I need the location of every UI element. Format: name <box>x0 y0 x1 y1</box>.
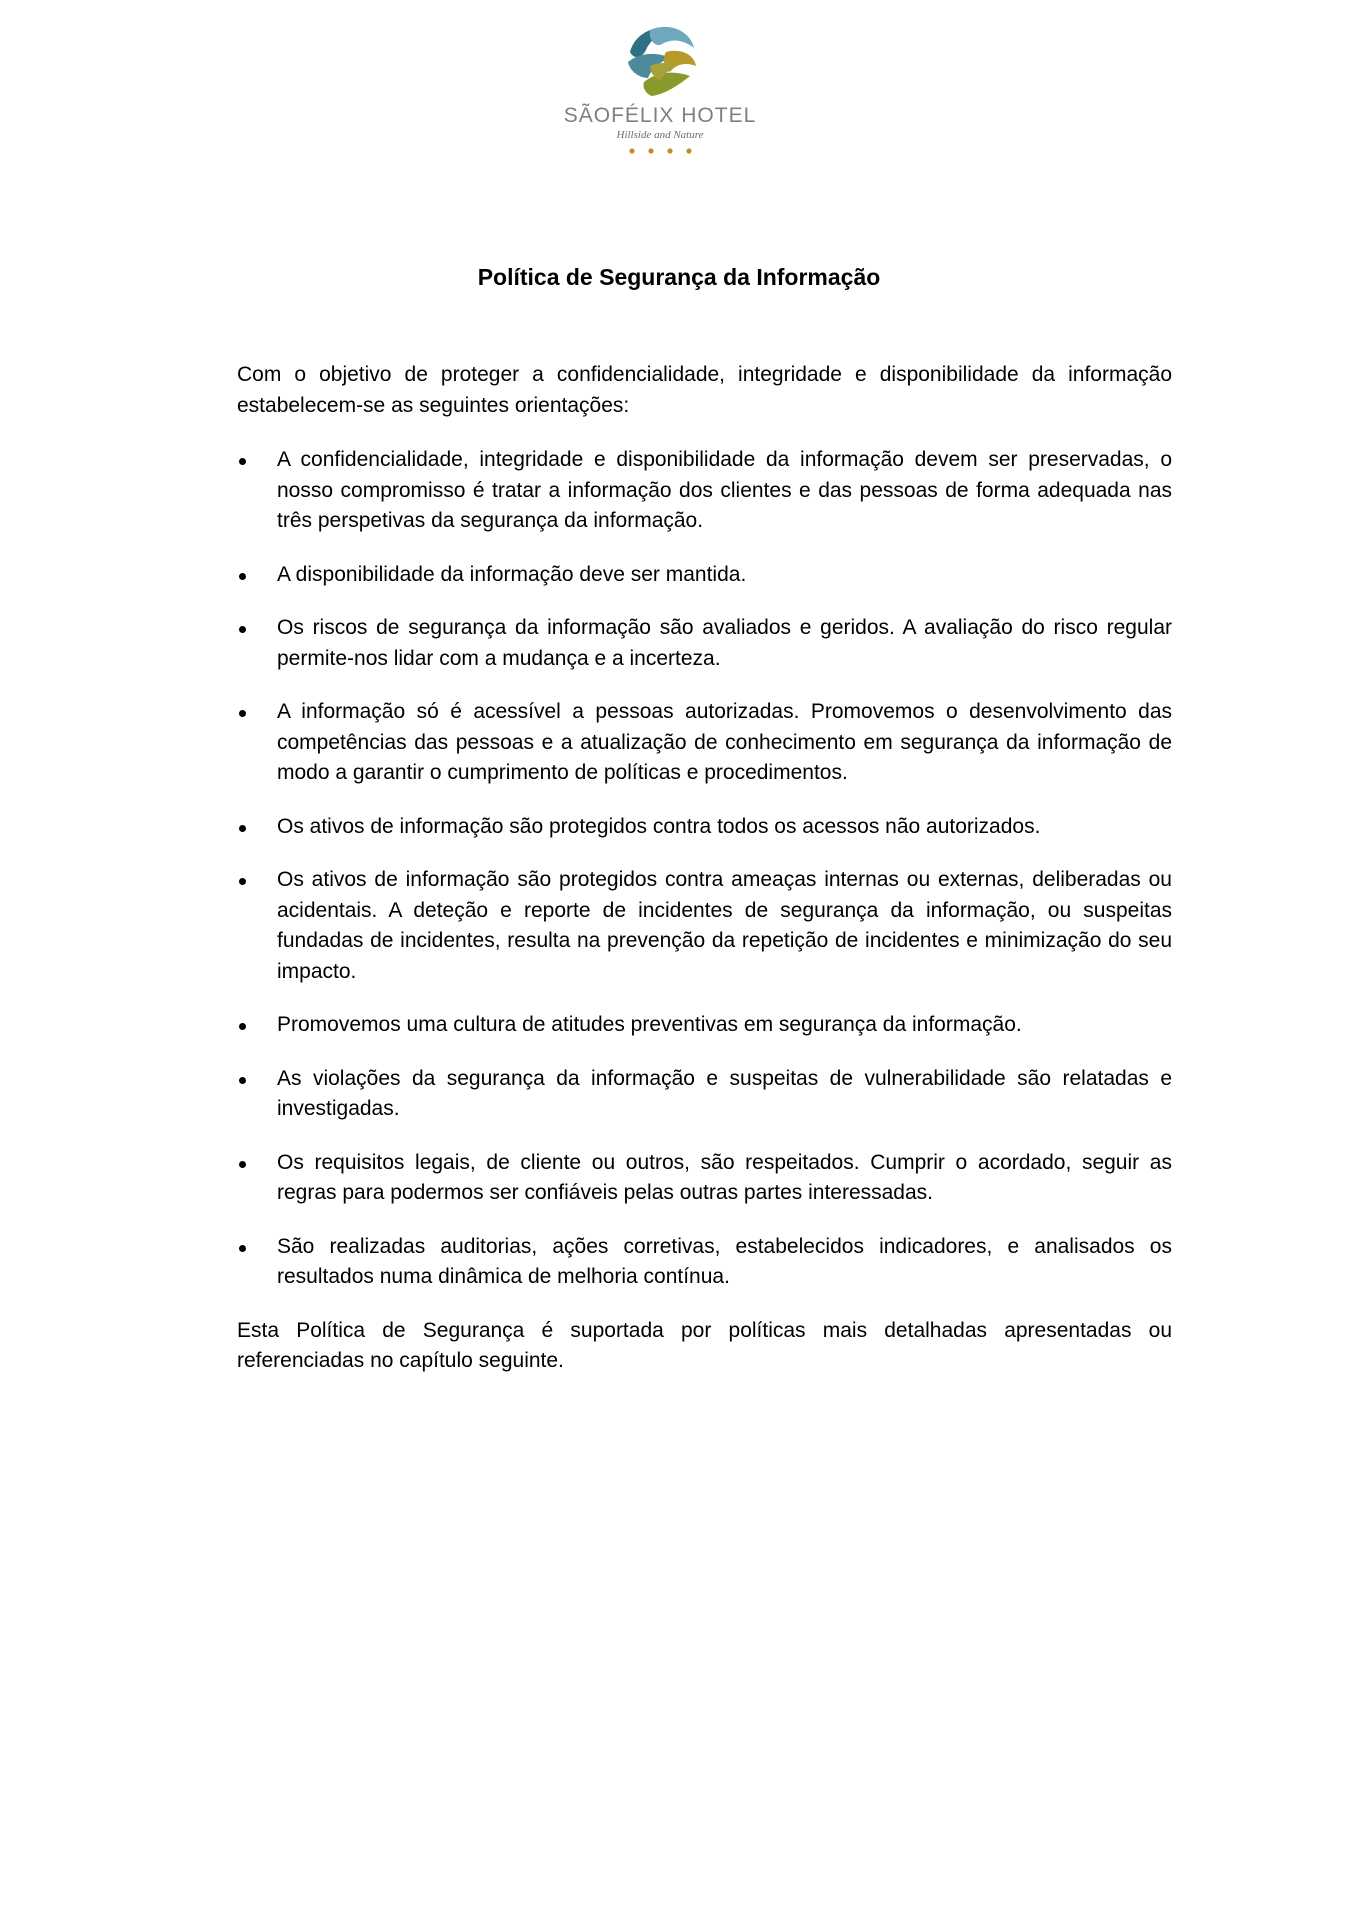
bullet-icon <box>239 573 246 580</box>
list-item-text: A informação só é acessível a pessoas autorizadas. Promovemos o desenvolvimento das competências das pessoas e a atualização de conhecimento em segurança da informação de modo a garantir o cumprimento de políticas e procedimentos. <box>277 700 1172 784</box>
list-item-text: São realizadas auditorias, ações corretivas, estabelecidos indicadores, e analisados os resultados numa dinâmica de melhoria contínua. <box>277 1234 1172 1288</box>
list-item <box>237 1064 1172 1125</box>
list-item-text: Os ativos de informação são protegidos contra todos os acessos não autorizados. <box>277 814 1041 838</box>
list-item-text: A confidencialidade, integridade e disponibilidade da informação devem ser preservadas, o nosso compromisso é tratar a informação dos clientes e das pessoas de forma adequada nas três perspetivas da segurança da informação. <box>277 448 1172 532</box>
list-item <box>237 812 1172 843</box>
bullet-icon <box>239 1161 246 1168</box>
bullet-icon <box>239 1245 246 1252</box>
list-item <box>237 865 1172 987</box>
list-item <box>237 1010 1172 1041</box>
list-item-text: A disponibilidade da informação deve ser mantida. <box>277 562 747 586</box>
intro-paragraph: Com o objetivo de proteger a confidencialidade, integridade e disponibilidade da informação estabelecem-se as seguintes orientações: <box>237 363 1172 417</box>
list-item <box>237 697 1172 789</box>
list-item-text: Os requisitos legais, de cliente ou outros, são respeitados. Cumprir o acordado, seguir as regras para podermos ser confiáveis pelas outras partes interessadas. <box>277 1150 1172 1204</box>
bullet-icon <box>239 825 246 832</box>
closing-paragraph: Esta Política de Segurança é suportada por políticas mais detalhadas apresentadas ou referenciadas no capítulo seguinte. <box>237 1318 1172 1372</box>
bullet-icon <box>239 626 246 633</box>
list-item <box>237 613 1172 674</box>
star-icon <box>667 148 672 153</box>
list-item-text: Promovemos uma cultura de atitudes preventivas em segurança da informação. <box>277 1013 1022 1036</box>
hotel-logo <box>540 22 780 172</box>
bullet-icon <box>239 1077 246 1084</box>
bullet-icon <box>239 878 246 885</box>
bullet-icon <box>239 1023 246 1030</box>
list-item-text: Os riscos de segurança da informação são avaliados e geridos. A avaliação do risco regular permite-nos lidar com a mudança e a incerteza. <box>277 616 1172 670</box>
list-item-text: Os ativos de informação são protegidos contra ameaças internas ou externas, deliberadas ou acidentais. A deteção e reporte de incidentes de segurança da informação, ou suspeitas fundadas de incidentes, resulta na prevenção da repetição de incidentes e minimização do seu impacto. <box>277 868 1172 983</box>
star-icon <box>648 148 653 153</box>
list-item <box>237 1232 1172 1293</box>
policy-list <box>237 445 1172 1293</box>
star-icon <box>629 148 634 153</box>
document-title: Política de Segurança da Informação <box>477 264 881 290</box>
star-rating <box>624 146 696 156</box>
list-item <box>237 445 1172 537</box>
hotel-logo-mark-icon <box>620 22 700 98</box>
list-item-text: As violações da segurança da informação e suspeitas de vulnerabilidade são relatadas e investigadas. <box>277 1066 1172 1120</box>
bullet-icon <box>239 710 246 717</box>
document-body <box>237 360 1172 1401</box>
list-item <box>237 560 1172 591</box>
hotel-tagline: Hillside and Nature <box>616 129 704 141</box>
bullet-icon <box>239 458 246 465</box>
star-icon <box>686 148 691 153</box>
list-item <box>237 1148 1172 1209</box>
hotel-name: SÃOFÉLIX HOTEL <box>563 104 757 127</box>
